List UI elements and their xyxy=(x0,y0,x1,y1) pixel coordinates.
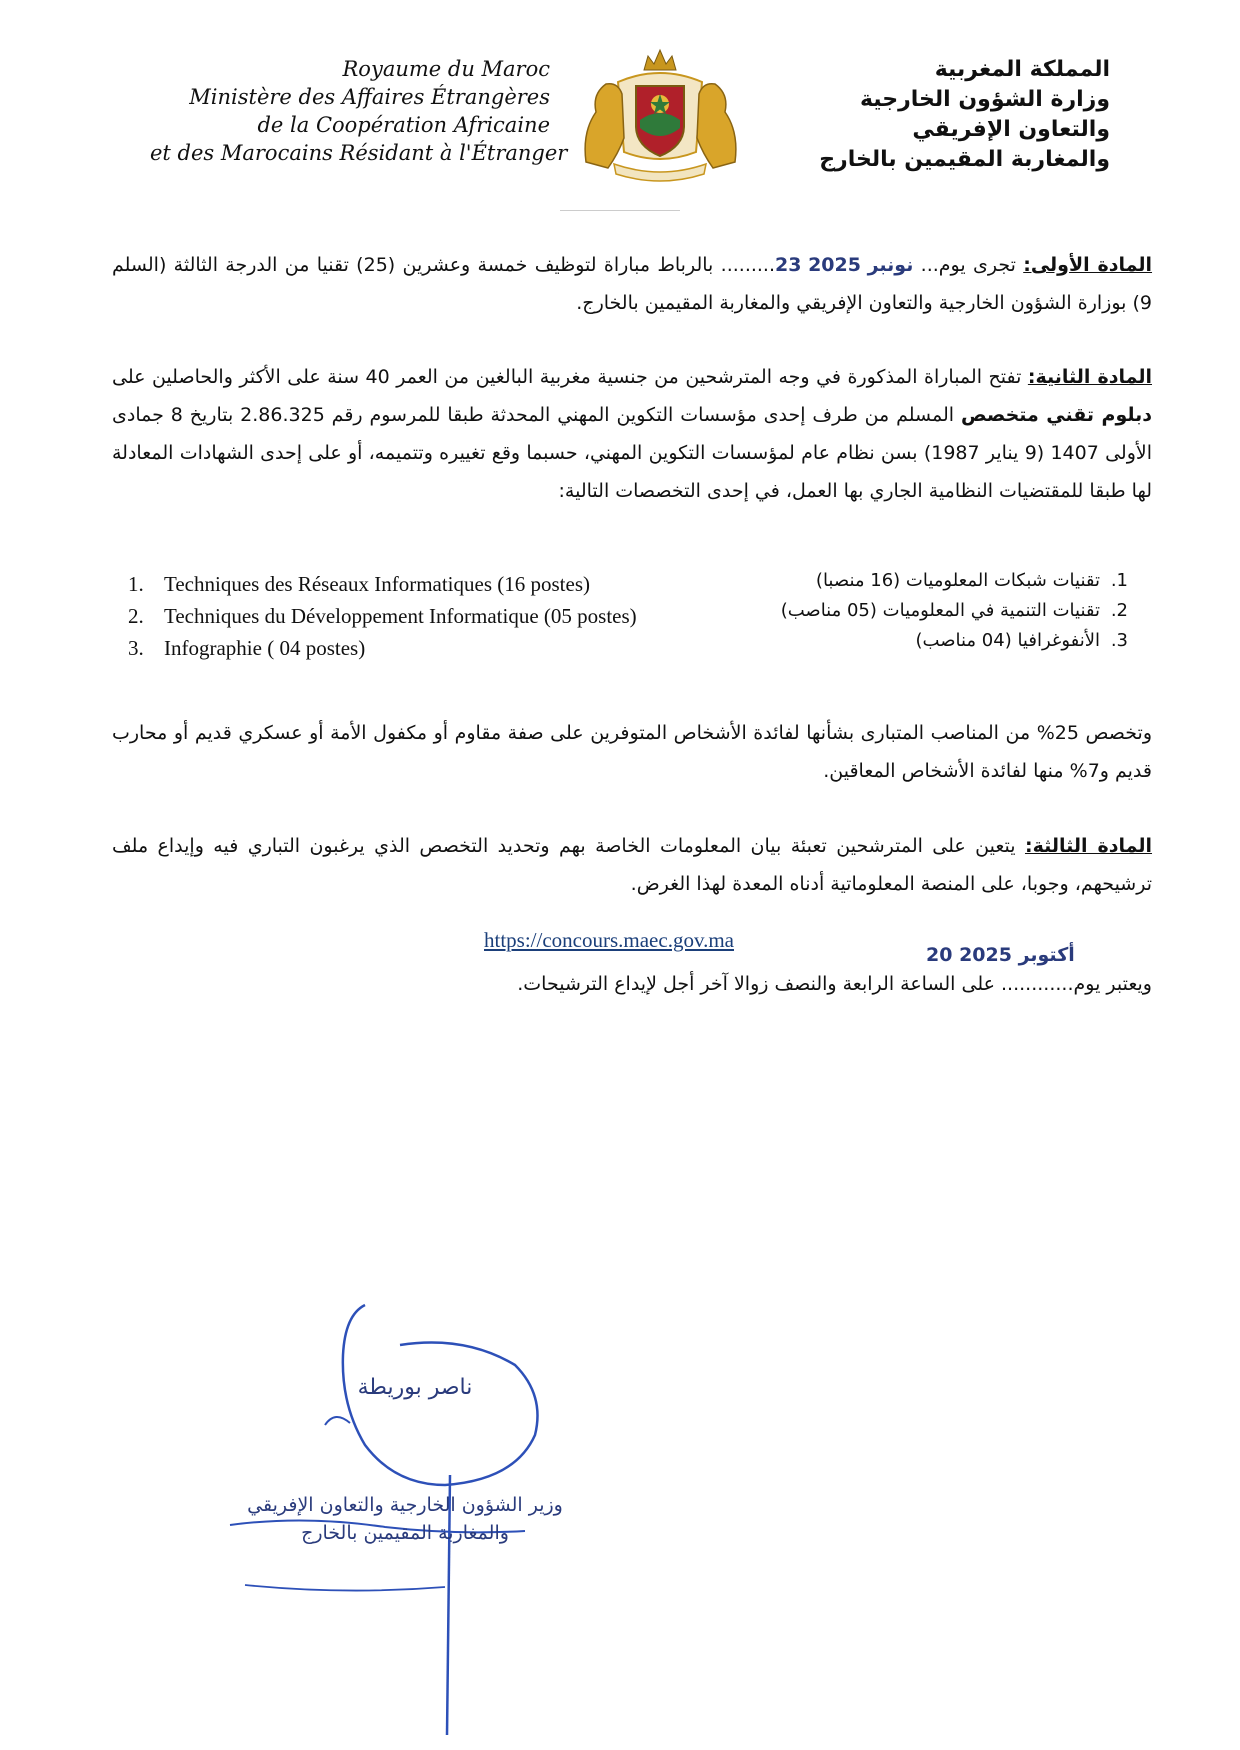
article-2-text: المسلم من طرف إحدى مؤسسات التكوين المهني المحدثة طبقا للمرسوم رقم 2.86.325 بتاريخ 8 جمادى الأولى 1407 (9 يناير 1987) بسن نظام عام لمؤسسات التكوين المهني، حسبما وقع تغييره وتتميمه، أو على إحدى الشهادات المعادلة لها طبقا للمقتضيات النظامية الجاري بها العمل، في إحدى التخصصات التالية: xyxy=(112,404,1152,502)
deadline-text-before: ويعتبر يوم xyxy=(1073,973,1152,995)
header-ar-line: والتعاون الإفريقي xyxy=(912,117,1110,142)
article-2 xyxy=(112,358,1152,510)
header-ar-line: والمغاربة المقيمين بالخارج xyxy=(819,147,1110,172)
list-item: 1.تقنيات شبكات المعلوميات (16 منصبا) xyxy=(815,570,1128,591)
header-fr-line: Ministère des Affaires Étrangères xyxy=(189,85,550,109)
specialties-list-ar xyxy=(760,566,1128,656)
list-item: 1. Techniques des Réseaux Informatiques (16 postes) xyxy=(128,572,590,596)
dotted-fill: ......... xyxy=(720,254,776,276)
article-3 xyxy=(112,827,1152,903)
article-2-text: تفتح المباراة المذكورة في وجه المترشحين من جنسية مغربية البالغين من العمر 40 سنة على الأكثر والحاصلين على xyxy=(112,366,1022,388)
list-item: 2.تقنيات التنمية في المعلوميات (05 مناصب) xyxy=(780,600,1128,621)
article-3-text: يتعين على المترشحين تعبئة بيان المعلومات الخاصة بهم وتحديد التخصص الذي يرغبون التباري فيه وإيداع ملف ترشيحهم، وجوبا، على المنصة المعلوماتية أدناه المعدة لهذا الغرض. xyxy=(112,835,1152,895)
dotted-fill: ............ xyxy=(1001,973,1074,995)
header-ar-line: المملكة المغربية xyxy=(934,57,1110,82)
signature-title: والمغاربة المقيمين بالخارج xyxy=(301,1522,509,1544)
list-item: 3. Infographie ( 04 postes) xyxy=(128,636,366,660)
coat-of-arms-icon xyxy=(578,42,743,182)
article-1 xyxy=(112,246,1152,322)
deadline-line xyxy=(112,965,1152,1003)
deadline-text-after: على الساعة الرابعة والنصف زوالا آخر أجل لإيداع الترشيحات. xyxy=(517,973,995,995)
article-1-text-after: بالرباط مباراة لتوظيف خمسة وعشرين (25) تقنيا من الدرجة الثالثة (السلم 9) بوزارة الشؤون الخارجية والتعاون الإفريقي والمغاربة المقيمين بالخارج. xyxy=(112,254,1152,314)
signature-block xyxy=(225,1295,605,1735)
header-ar-line: وزارة الشؤون الخارجية xyxy=(859,87,1110,112)
header-fr-line: de la Coopération Africaine xyxy=(257,113,550,137)
header-ar xyxy=(800,55,1110,175)
dotted-fill: ... xyxy=(920,254,939,276)
quota-paragraph: وتخصص 25% من المناصب المتبارى بشأنها لفائدة الأشخاص المتوفرين على صفة مقاوم أو مكفول الأمة أو عسكري قديم أو محارب قديم و7% منها لفائدة الأشخاص المعاقين. xyxy=(112,722,1152,782)
header-divider xyxy=(560,210,680,211)
article-3-label: المادة الثالثة: xyxy=(1024,835,1153,857)
specialties-list-fr xyxy=(128,568,637,664)
handwritten-date: 23 نونبر 2025 xyxy=(775,254,914,276)
list-item: 3.الأنفوغرافيا (04 مناصب) xyxy=(915,630,1128,651)
header-fr-line: Royaume du Maroc xyxy=(342,57,550,81)
signature-name: ناصر بوريطة xyxy=(357,1375,473,1400)
diploma-name: دبلوم تقني متخصص xyxy=(960,404,1153,426)
handwritten-deadline-date: 20 أكتوبر 2025 xyxy=(926,944,1075,966)
article-1-label: المادة الأولى: xyxy=(1023,254,1153,276)
application-platform-link[interactable]: https://concours.maec.gov.ma xyxy=(484,928,734,952)
article-1-text-before: تجرى يوم xyxy=(938,254,1016,276)
article-2-label: المادة الثانية: xyxy=(1027,366,1152,388)
list-item: 2. Techniques du Développement Informatique (05 postes) xyxy=(128,604,637,628)
header-fr xyxy=(150,55,568,167)
signature-title: وزير الشؤون الخارجية والتعاون الإفريقي xyxy=(247,1494,563,1516)
header-fr-line: et des Marocains Résidant à l'Étranger xyxy=(150,141,568,165)
